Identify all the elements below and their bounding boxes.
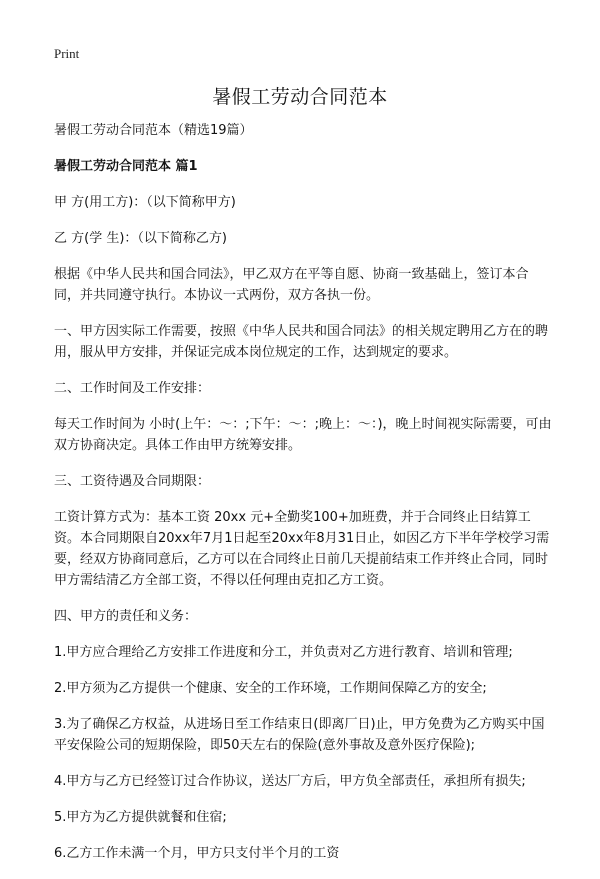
duty-item-5: 5.甲方为乙方提供就餐和住宿; — [54, 810, 227, 825]
duty-item-6: 6.乙方工作未满一个月，甲方只支付半个月的工资 — [54, 846, 340, 861]
document-body — [54, 120, 554, 879]
section-heading: 暑假工劳动合同范本 篇1 — [54, 159, 198, 174]
duty-item-1: 1.甲方应合理给乙方安排工作进度和分工，并负责对乙方进行教育、培训和管理; — [54, 645, 513, 660]
print-link[interactable]: Print — [54, 46, 80, 61]
clause-1-paragraph: 一、甲方因实际工作需要，按照《中华人民共和国合同法》的相关规定聘用乙方在的聘用，服从甲方安排，并保证完成本岗位规定的工作，达到规定的要求。 — [54, 324, 549, 360]
document-subtitle: 暑假工劳动合同范本（精选19篇） — [54, 123, 253, 138]
work-hours-paragraph: 每天工作时间为 小时(上午：～：;下午：～：;晚上：～：)，晚上时间视实际需要，可由双方协商决定。具体工作由甲方统筹安排。 — [54, 417, 552, 453]
party-a-line: 甲 方(用工方)：（以下简称甲方) — [54, 195, 236, 210]
duty-item-3: 3.为了确保乙方权益，从进场日至工作结束日(即离厂日)止，甲方免费为乙方购买中国平安保险公司的短期保险，即50天左右的保险(意外事故及意外医疗保险); — [54, 717, 545, 753]
preamble-paragraph: 根据《中华人民共和国合同法》，甲乙双方在平等自愿、协商一致基础上，签订本合同，并共同遵守执行。本协议一式两份，双方各执一份。 — [54, 267, 529, 303]
duty-item-4: 4.甲方与乙方已经签订过合作协议，送达厂方后，甲方负全部责任，承担所有损失; — [54, 774, 526, 789]
party-b-line: 乙 方(学 生)：（以下简称乙方) — [54, 231, 227, 246]
duty-item-2: 2.甲方须为乙方提供一个健康、安全的工作环境，工作期间保障乙方的安全; — [54, 681, 487, 696]
document-title: 暑假工劳动合同范本 — [212, 86, 388, 108]
clause-3-heading: 三、工资待遇及合同期限： — [54, 474, 211, 489]
clause-2-heading: 二、工作时间及工作安排： — [54, 381, 211, 396]
clause-4-heading: 四、甲方的责任和义务： — [54, 609, 198, 624]
salary-paragraph: 工资计算方式为：基本工资 20xx 元+全勤奖100+加班费，并于合同终止日结算工资。本合同期限自20xx年7月1日起至20xx年8月31日止，如因乙方下半年学校学习需要，经双方协商同意后，乙方可以在合同终止日前几天提前结束工作并终止合同，同时甲方需结清乙方全部工资，不得以任何理由克扣乙方工资。 — [54, 510, 550, 588]
